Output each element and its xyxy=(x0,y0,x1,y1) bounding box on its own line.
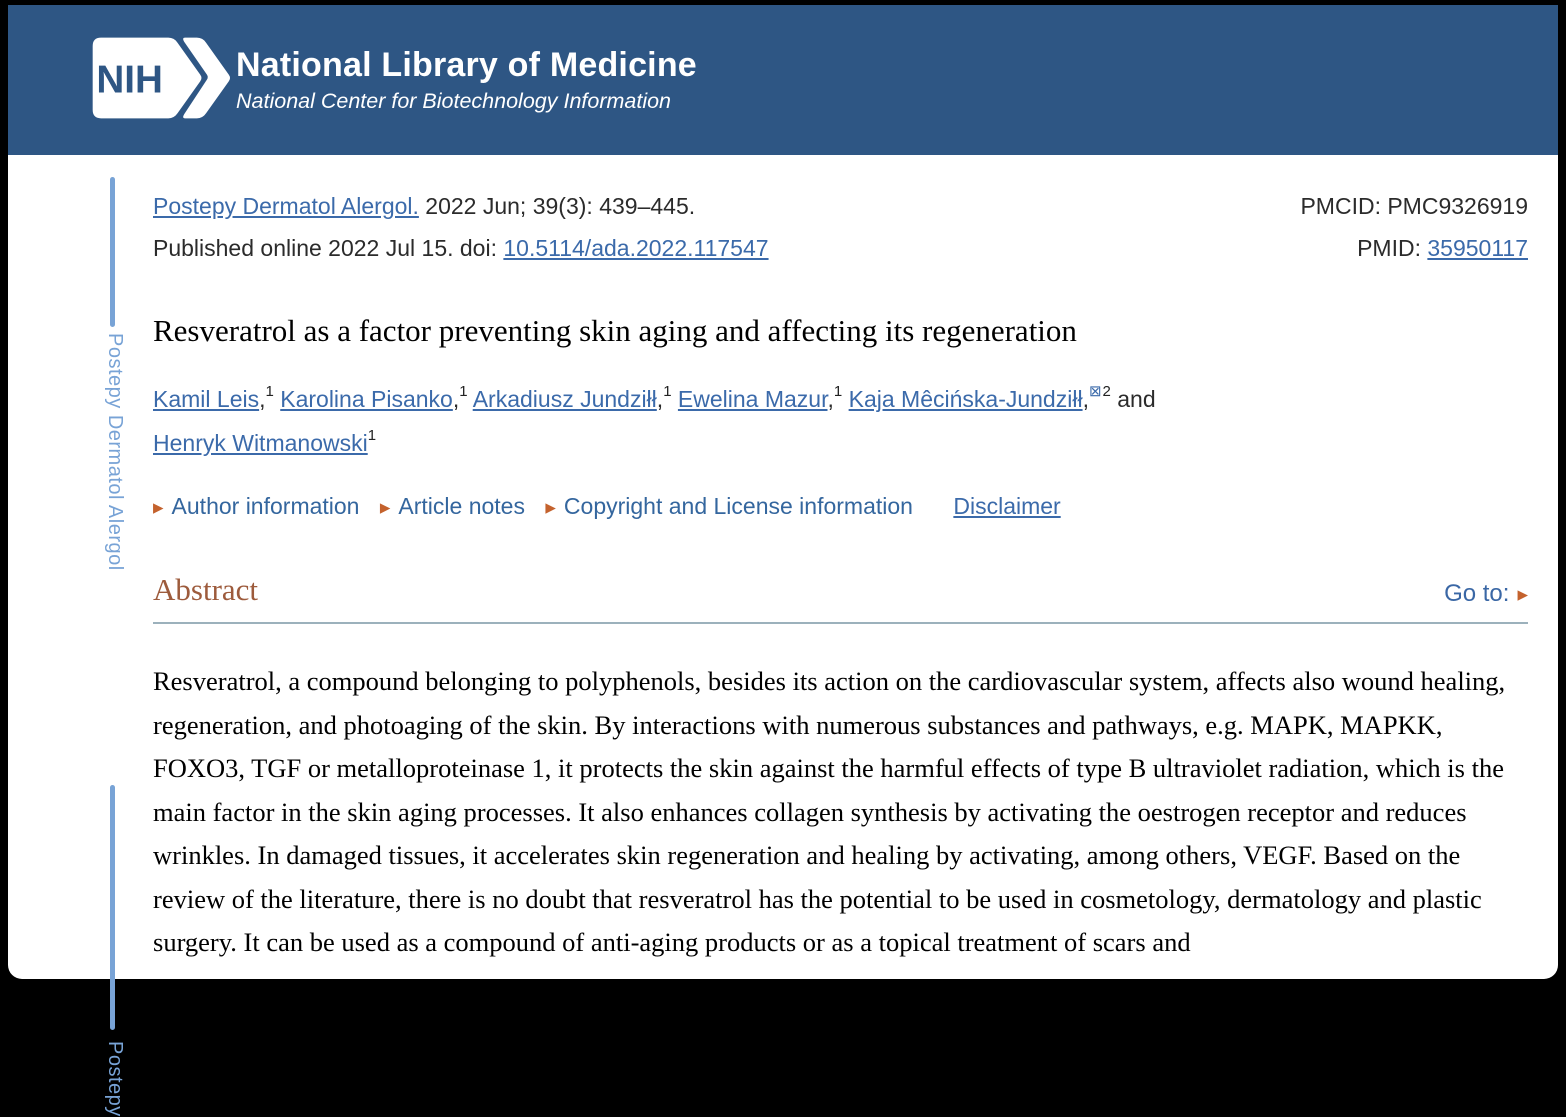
author-affiliation-sup: 1 xyxy=(459,383,468,401)
abstract-section-head xyxy=(153,572,1528,608)
author-link[interactable]: Henryk Witmanowski xyxy=(153,430,368,456)
pmid-link[interactable]: 35950117 xyxy=(1427,235,1528,261)
citation-block xyxy=(153,185,1528,269)
author-link[interactable]: Ewelina Mazur xyxy=(677,386,828,412)
svg-text:NIH: NIH xyxy=(96,57,163,101)
article-links-row xyxy=(153,493,1528,520)
ncbi-subtitle: National Center for Biotechnology Information xyxy=(236,89,672,113)
pmcid-line xyxy=(1300,185,1528,227)
go-to-label: Go to: xyxy=(1444,580,1510,607)
expand-arrow-icon: ▸ xyxy=(153,496,164,519)
copyright-license-label: Copyright and License information xyxy=(563,493,913,519)
pmid-label: PMID: xyxy=(1357,235,1428,261)
nih-logo-graphic xyxy=(90,36,218,120)
nlm-header xyxy=(8,5,1558,155)
expand-arrow-icon: ▸ xyxy=(379,496,391,519)
journal-strip-line xyxy=(110,177,115,327)
author-link[interactable]: Arkadiusz Jundziłł xyxy=(472,386,657,412)
pmid-line xyxy=(1300,227,1528,269)
browser-window xyxy=(8,5,1558,1117)
article-notes-label: Article notes xyxy=(398,493,525,519)
citation-line-1 xyxy=(153,185,769,227)
author-affiliation-sup: 1 xyxy=(833,383,843,401)
go-to-link[interactable] xyxy=(1444,580,1528,608)
article-page xyxy=(8,155,1558,965)
authors-line: Kamil Leis,$^1$ Karolina Pisanko,$^1$ Arkadiusz Jundziłł,$^1$ Ewelina Mazur,$^1$ Kaja Mêcińska-Jundziłł,$^{⊠2}$ and Henryk Witmanowski$^1$ xyxy=(153,383,1156,456)
pmcid-label: PMCID: xyxy=(1300,193,1388,219)
abstract-heading: Abstract xyxy=(153,572,259,607)
corresponding-author-sup[interactable]: ⊠2 xyxy=(1088,383,1111,401)
journal-strip-line xyxy=(110,785,115,1030)
article-notes-toggle[interactable] xyxy=(380,493,525,519)
pmcid-value: PMC9326919 xyxy=(1387,193,1528,219)
author-link[interactable]: Kamil Leis xyxy=(153,386,260,412)
citation-issue: 2022 Jun; 39(3): 439–445. xyxy=(425,193,696,219)
doi-link[interactable]: 10.5114/ada.2022.117547 xyxy=(503,235,769,261)
published-online-text: Published online 2022 Jul 15. doi: xyxy=(153,235,504,261)
abstract-text: Resveratrol, a compound belonging to polyphenols, besides its action on the cardiovascular system, affects also wound healing, regeneration, and photoaging of the skin. By interactions with numerous substances and pathways, e.g. MAPK, MAPKK, FOXO3, TGF or metalloproteinase 1, it protects the skin against the harmful effects of type B ultraviolet radiation, which is the main factor in the skin aging processes. It also enhances collagen synthesis by activating the oestrogen receptor and reduces wrinkles. In damaged tissues, it accelerates skin regeneration and healing by activating, among others, VEGF. Based on the review of the literature, there is no doubt that resveratrol has the potential to be used in cosmetology, dermatology and plastic surgery. It can be used as a compound of anti-aging products or as a topical treatment of scars and xyxy=(153,666,1506,957)
journal-name-vertical: Postepy Dermatol Alergol xyxy=(104,333,126,571)
journal-name-vertical-bottom: Postepy xyxy=(104,1041,126,1117)
author-information-toggle[interactable] xyxy=(153,493,359,519)
author-link[interactable]: Karolina Pisanko xyxy=(280,386,453,412)
author-affiliation-sup: 1 xyxy=(663,383,672,401)
section-divider xyxy=(153,622,1528,624)
email-icon: ⊠ xyxy=(1088,383,1102,401)
journal-title-link[interactable]: Postepy Dermatol Alergol. xyxy=(153,193,419,219)
author-link[interactable]: Kaja Mêcińska-Jundziłł xyxy=(848,386,1083,412)
disclaimer-link[interactable]: Disclaimer xyxy=(953,493,1061,519)
copyright-license-toggle[interactable] xyxy=(545,493,913,519)
nih-logo[interactable] xyxy=(90,36,218,125)
nlm-title[interactable]: National Library of Medicine xyxy=(236,46,697,84)
article-title: Resveratrol as a factor preventing skin aging and affecting its regeneration xyxy=(153,313,1077,348)
author-affiliation-sup: 1 xyxy=(265,383,274,401)
author-information-label: Author information xyxy=(171,493,360,519)
citation-line-2 xyxy=(153,227,769,269)
author-affiliation-sup: 1 xyxy=(367,427,377,445)
go-to-arrow-icon: ▸ xyxy=(1517,583,1528,606)
expand-arrow-icon: ▸ xyxy=(545,496,556,519)
